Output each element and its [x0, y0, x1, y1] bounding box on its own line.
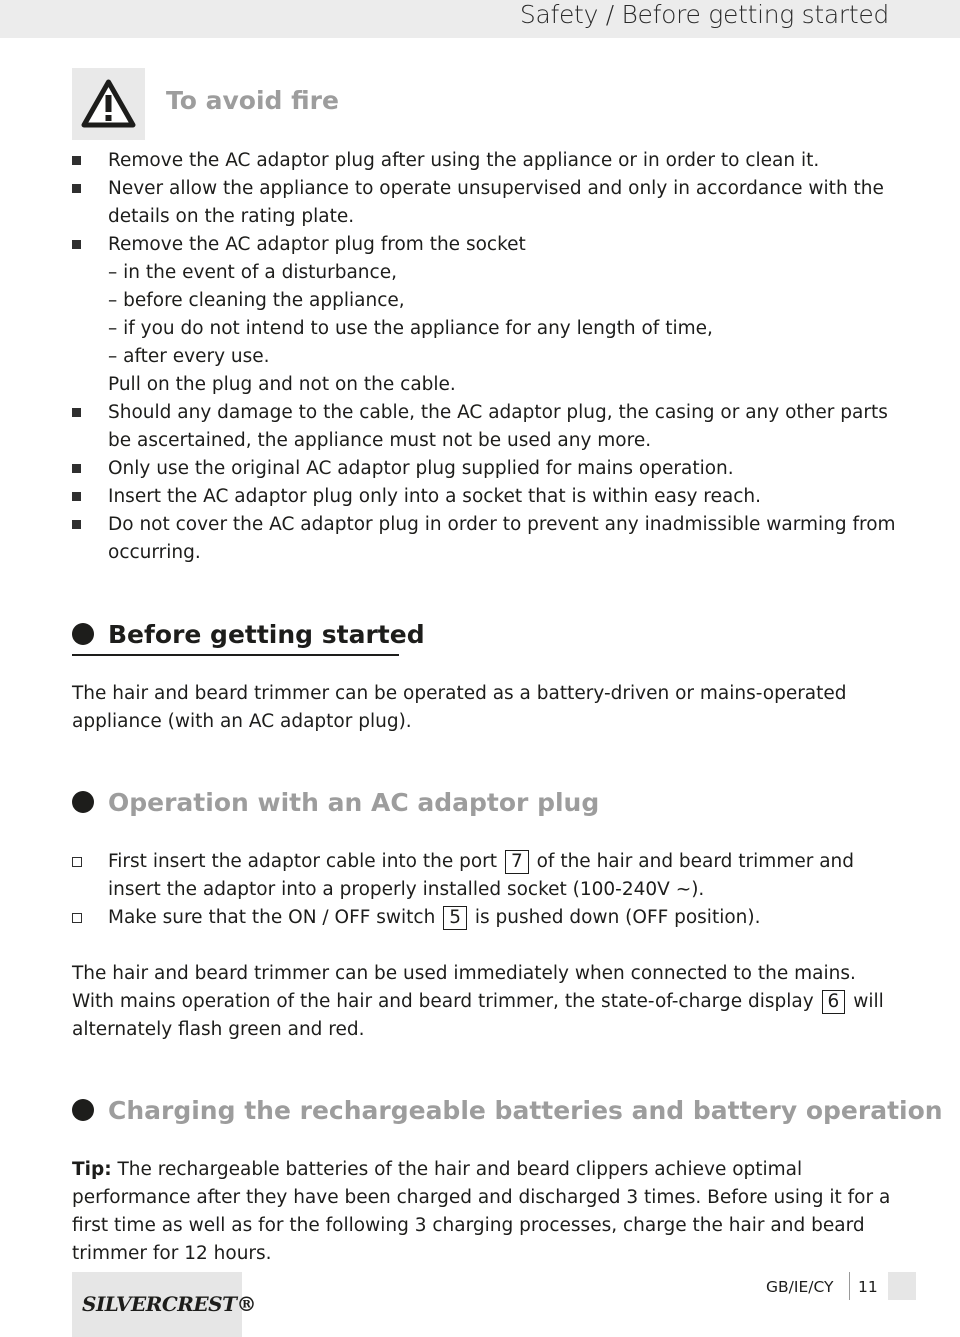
list-item	[72, 147, 902, 175]
part-reference: 5	[443, 906, 467, 930]
paragraph-text: The hair and beard trimmer can be used immediately when connected to the mains. With mains operation of the hair and beard trimmer, the state-of-charge display	[72, 963, 856, 1012]
bullet-dot-icon	[72, 623, 94, 645]
checkbox-square-icon	[72, 913, 82, 923]
list-item	[72, 175, 902, 231]
brand-logo	[72, 1272, 256, 1337]
list-item	[72, 231, 902, 399]
bullet-dot-icon	[72, 1099, 94, 1121]
heading-underline	[72, 654, 399, 656]
tip-label: Tip:	[72, 1159, 112, 1180]
heading-text: Operation with an AC adaptor plug	[108, 788, 600, 817]
mains-paragraph	[72, 960, 902, 1044]
fire-heading: To avoid fire	[166, 86, 339, 115]
section-heading-ac-operation	[72, 788, 599, 817]
ac-steps-list	[72, 848, 902, 932]
bullet-dot-icon	[72, 791, 94, 813]
list-item-text: Only use the original AC adaptor plug supplied for mains operation.	[108, 458, 734, 479]
sub-item: – in the event of a disturbance,	[108, 262, 397, 283]
list-item-text: Remove the AC adaptor plug after using the appliance or in order to clean it.	[108, 150, 820, 171]
section-heading-before-getting-started	[72, 620, 425, 649]
sub-item-tail: Pull on the plug and not on the cable.	[108, 374, 456, 395]
bullet-square-icon	[72, 156, 81, 165]
paragraph-text: will alternately flash green and red.	[72, 991, 884, 1040]
list-item	[72, 848, 902, 904]
sub-item: – after every use.	[108, 346, 270, 367]
part-reference: 6	[822, 990, 846, 1014]
sub-item: – before cleaning the appliance,	[108, 290, 405, 311]
warning-box	[72, 68, 145, 140]
heading-text: Before getting started	[108, 620, 425, 649]
checkbox-square-icon	[72, 857, 82, 867]
part-reference: 7	[505, 850, 529, 874]
list-item	[72, 399, 902, 455]
list-item-text: Never allow the appliance to operate unsupervised and only in accordance with the details on the rating plate.	[108, 178, 884, 227]
bullet-square-icon	[72, 184, 81, 193]
brand-logo-text: SILVERCREST®	[82, 1292, 256, 1316]
list-item-text: Remove the AC adaptor plug from the socket	[108, 234, 526, 255]
bullet-square-icon	[72, 408, 81, 417]
footer-language: GB/IE/CY	[766, 1278, 834, 1296]
step-text: Make sure that the ON / OFF switch	[108, 907, 436, 928]
section-heading-charging	[72, 1096, 943, 1125]
bullet-square-icon	[72, 240, 81, 249]
list-item	[72, 455, 902, 483]
list-item	[72, 511, 902, 567]
bullet-square-icon	[72, 464, 81, 473]
step-text: is pushed down (OFF position).	[474, 907, 761, 928]
list-item-text: Should any damage to the cable, the AC adaptor plug, the casing or any other parts be ascertained, the appliance must not be used any more.	[108, 402, 888, 451]
tip-text: The rechargeable batteries of the hair and beard clippers achieve optimal performance after they have been charged and discharged 3 times. Before using it for a first time as well as for the following 3 charging processes, charge the hair and beard trimmer for 12 hours.	[72, 1159, 891, 1264]
list-item-text: Do not cover the AC adaptor plug in order to prevent any inadmissible warming from occurring.	[108, 514, 896, 563]
step-text: of the hair and beard trimmer and insert the adaptor into a properly installed socket (100-240V ~).	[108, 851, 855, 900]
heading-text: Charging the rechargeable batteries and battery operation	[108, 1096, 943, 1125]
step-text: First insert the adaptor cable into the port	[108, 851, 498, 872]
list-item-text: Insert the AC adaptor plug only into a socket that is within easy reach.	[108, 486, 761, 507]
footer-divider	[849, 1272, 850, 1300]
warning-triangle-icon	[80, 76, 137, 132]
bullet-square-icon	[72, 520, 81, 529]
footer-tab	[888, 1272, 916, 1300]
fire-safety-list	[72, 147, 902, 567]
list-item	[72, 483, 902, 511]
page-title: Safety / Before getting started	[519, 0, 889, 29]
tip-paragraph	[72, 1156, 902, 1268]
list-item	[72, 904, 902, 932]
page-number: 11	[858, 1278, 878, 1296]
before-started-paragraph: The hair and beard trimmer can be operated as a battery-driven or mains-operated appliance (with an AC adaptor plug).	[72, 683, 847, 732]
bullet-square-icon	[72, 492, 81, 501]
sub-item: – if you do not intend to use the appliance for any length of time,	[108, 318, 713, 339]
